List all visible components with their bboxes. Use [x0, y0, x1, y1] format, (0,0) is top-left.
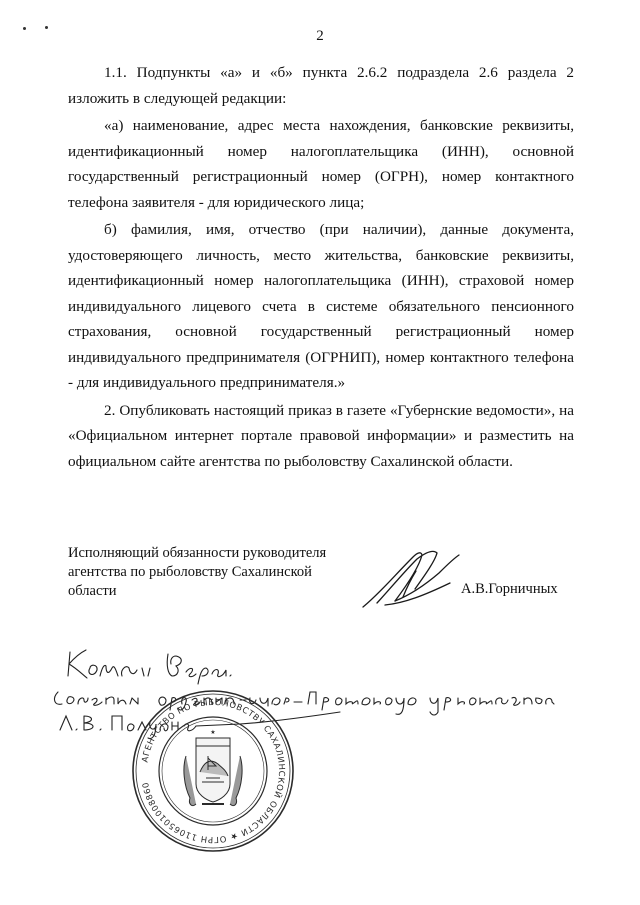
page-number: 2: [316, 28, 324, 44]
svg-text:★: ★: [210, 729, 216, 736]
official-seal: [128, 686, 298, 856]
signature: [355, 545, 465, 615]
signatory-position: [68, 544, 358, 601]
paragraph-a: «а) наименование, адрес места нахождения, банковские реквизиты, идентификационный номер налогоплательщика (ИНН), основной государственный регистрационный номер (ОГРН), номер контактного телефона заявителя - для юридического лица;: [68, 117, 574, 211]
signatory-name: А.В.Горничных: [461, 581, 558, 597]
document-body: [68, 60, 574, 474]
paragraph-2: 2. Опубликовать настоящий приказ в газете «Губернские ведомости», на «Официальном интернет портале правовой информации» и разместить на официальном сайте агентства по рыболовству Сахалинской области.: [68, 401, 574, 470]
signatory-position-line: области: [68, 583, 117, 599]
signatory-position-line: Исполняющий обязанности руководителя: [68, 545, 327, 561]
certification-handwriting: [40, 640, 570, 750]
paragraph-b: б) фамилия, имя, отчество (при наличии), данные документа, удостоверяющего личность, место жительства, банковские реквизиты, идентификационный номер налогоплательщика (ИНН), страховой номер индивидуального лицевого счета в системе обязательного пенсионного страхования, основной государственный регистрационный номер индивидуального предпринимателя (ОГРНИП), номер контактного телефона - для индивидуального предпринимателя.»: [68, 221, 574, 391]
signatory-position-line: агентства по рыболовству Сахалинской: [68, 564, 312, 580]
svg-text:АГЕНТСТВО ПО РЫБОЛОВСТВУ САХАЛ: АГЕНТСТВО ПО РЫБОЛОВСТВУ САХАЛИНСКОЙ ОБЛАСТИ ★ ОГРН 1106501008860: [139, 696, 288, 846]
paragraph-1-1: 1.1. Подпункты «а» и «б» пункта 2.6.2 подраздела 2.6 раздела 2 изложить в следующей редакции:: [68, 64, 574, 107]
